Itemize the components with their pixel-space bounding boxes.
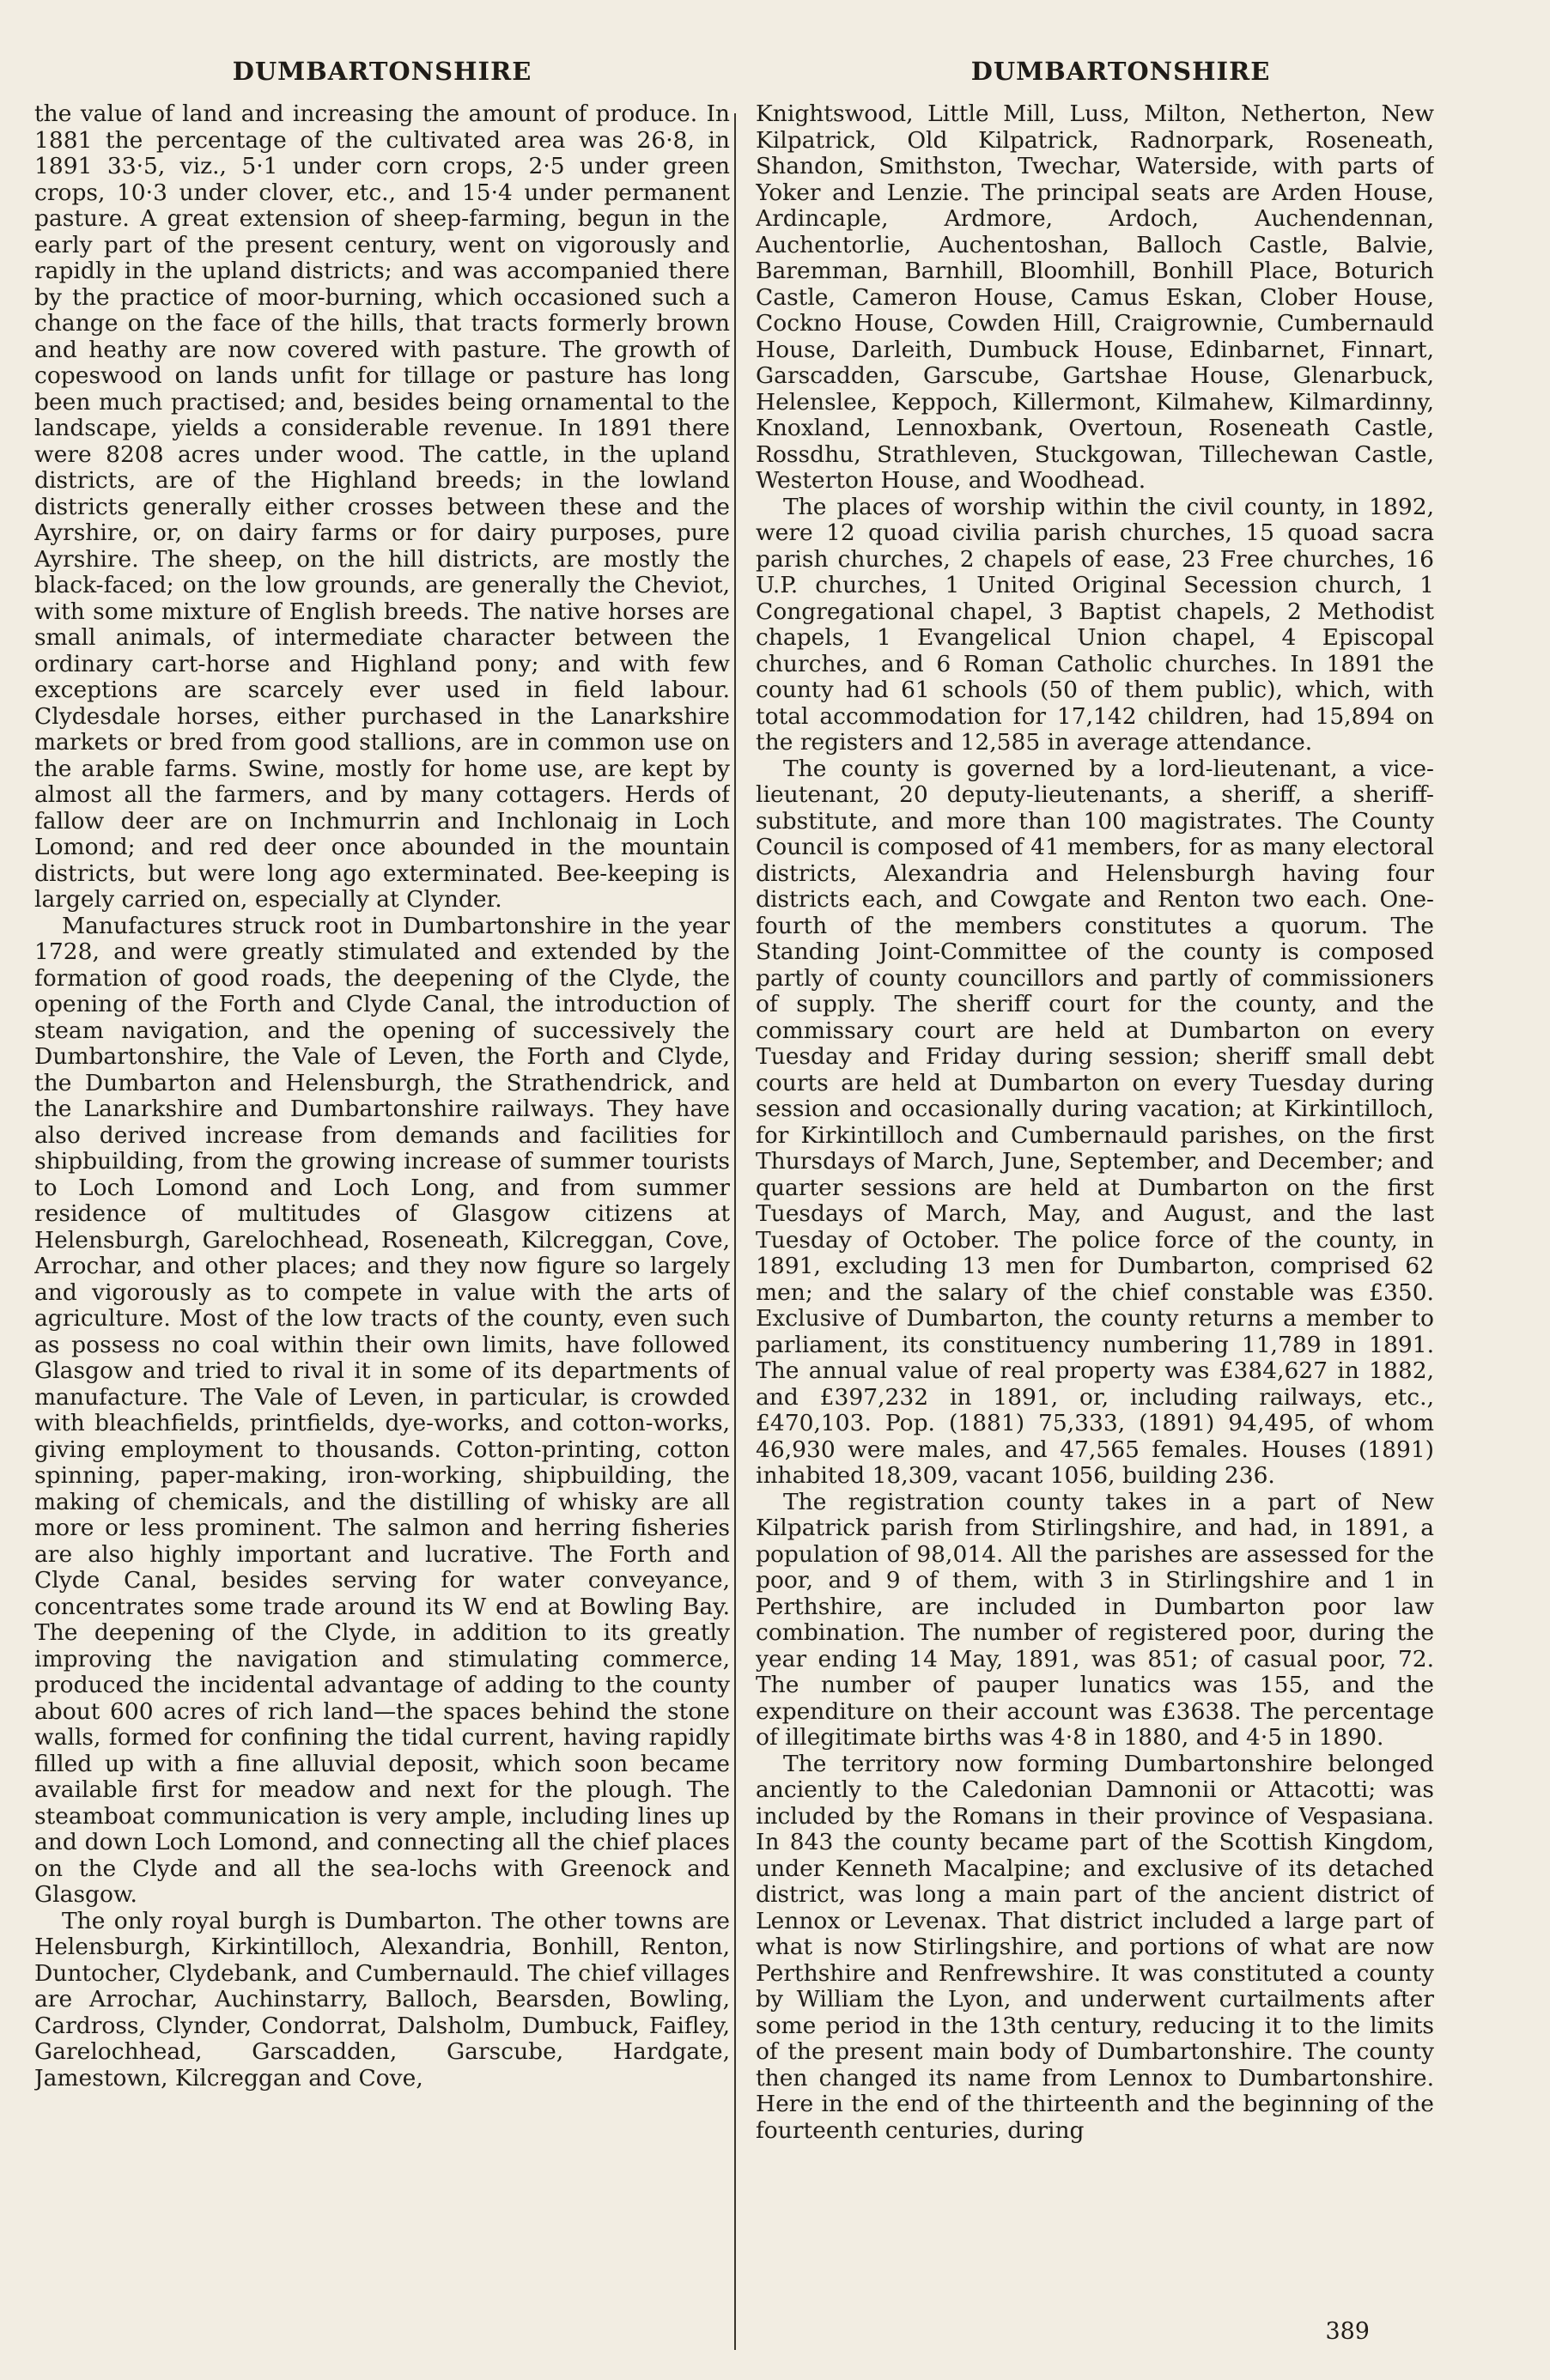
paragraph-seats: Knightswood, Little Mill, Luss, Milton, Netherton, New Kilpatrick, Old Kilpatrick, Radnorpark, Roseneath, Shandon, Smithston, Twechar, Waterside, with parts of Yoker and Lenzie. The principal seats are Arden House, Ardincaple, Ardmore, Ardoch, Auchendennan, Auchentorlie, Auchentoshan, Balloch Castle, Balvie, Baremman, Barnhill, Bloomhill, Bonhill Place, Boturich Castle, Cameron House, Camus Eskan, Clober House, Cockno House, Cowden Hill, Craigrownie, Cumbernauld House, Darleith, Dumbuck House, Edinbarnet, Finnart, Garscadden, Garscube, Gartshae House, Glenarbuck, Helenslee, Keppoch, Killermont, Kilmahew, Kilmardinny, Knoxland, Lennoxbank, Overtoun, Roseneath Castle, Rossdhu, Strathleven, Stuckgowan, Tillechewan Castle, Westerton House, and Woodhead. [756,101,1434,494]
page-number: 389 [1325,2318,1370,2345]
paragraph-registration: The registration county takes in a part of New Kilpatrick parish from Stirlingshire, and had, in 1891, a population of 98,014. All the parishes are assessed for the poor, and 9 of them, with 3 in Stirlingshire and 1 in Perthshire, are included in Dumbarton poor law combination. The number of registered poor, during the year ending 14 May, 1891, was 851; of casual poor, 72. The number of pauper lunatics was 155, and the expenditure on their account was £3638. The percentage of illegitimate births was 4·8 in 1880, and 4·5 in 1890. [756,1488,1434,1751]
paragraph-towns: The only royal burgh is Dumbarton. The other towns are Helensburgh, Kirkintilloch, Alexandria, Bonhill, Renton, Duntocher, Clydebank, and Cumbernauld. The chief villages are Arrochar, Auchinstarry, Balloch, Bearsden, Bowling, Cardross, Clynder, Condorrat, Dalsholm, Dumbuck, Faifley, Garelochhead, Garscadden, Garscube, Hardgate, Jamestown, Kilcreggan and Cove, [34,1907,730,2092]
running-header-right: DUMBARTONSHIRE [970,57,1271,86]
right-column [756,101,1434,2346]
column-divider [734,113,736,2350]
paragraph-agriculture: the value of land and increasing the amount of produce. In 1881 the percentage of the cultivated area was 26·8, in 1891 33·5, viz., 5·1 under corn crops, 2·5 under green crops, 10·3 under clover, etc., and 15·4 under permanent pasture. A great extension of sheep-farming, begun in the early part of the present century, went on vigorously and rapidly in the upland districts; and was accompanied there by the practice of moor-burning, which occasioned such a change on the face of the hills, that tracts formerly brown and heathy are now covered with pasture. The growth of copeswood on lands unfit for tillage or pasture has long been much practised; and, besides being ornamental to the landscape, yields a considerable revenue. In 1891 there were 8208 acres under wood. The cattle, in the upland districts, are of the Highland breeds; in the lowland districts generally either crosses between these and the Ayrshire, or, on dairy farms or for dairy purposes, pure Ayrshire. The sheep, on the hill districts, are mostly the black-faced; on the low grounds, are generally the Cheviot, with some mixture of English breeds. The native horses are small animals, of intermediate character between the ordinary cart-horse and Highland pony; and with few exceptions are scarcely ever used in field labour. Clydesdale horses, either purchased in the Lanarkshire markets or bred from good stallions, are in common use on the arable farms. Swine, mostly for home use, are kept by almost all the farmers, and by many cottagers. Herds of fallow deer are on Inchmurrin and Inchlonaig in Loch Lomond; and red deer once abounded in the mountain districts, but were long ago exterminated. Bee-keeping is largely carried on, especially at Clynder. [34,101,730,913]
running-header-left: DUMBARTONSHIRE [232,57,532,86]
paragraph-worship: The places of worship within the civil county, in 1892, were 12 quoad civilia parish churches, 15 quoad sacra parish churches, 2 chapels of ease, 23 Free churches, 16 U.P. churches, 1 United Original Secession church, 1 Congregational chapel, 3 Baptist chapels, 2 Methodist chapels, 1 Evangelical Union chapel, 4 Episcopal churches, and 6 Roman Catholic churches. In 1891 the county had 61 schools (50 of them public), which, with total accommodation for 17,142 children, had 15,894 on the registers and 12,585 in average attendance. [756,493,1434,756]
paragraph-manufactures: Manufactures struck root in Dumbartonshire in the year 1728, and were greatly stimulated and extended by the formation of good roads, the deepening of the Clyde, the opening of the Forth and Clyde Canal, the introduction of steam navigation, and the opening of successively the Dumbartonshire, the Vale of Leven, the Forth and Clyde, the Dumbarton and Helensburgh, the Strathendrick, and the Lanarkshire and Dumbartonshire railways. They have also derived increase from demands and facilities for shipbuilding, from the growing increase of summer tourists to Loch Lomond and Loch Long, and from summer residence of multitudes of Glasgow citizens at Helensburgh, Garelochhead, Roseneath, Kilcreggan, Cove, Arrochar, and other places; and they now figure so largely and vigorously as to compete in value with the arts of agriculture. Most of the low tracts of the county, even such as possess no coal within their own limits, have followed Glasgow and tried to rival it in some of its departments of manufacture. The Vale of Leven, in particular, is crowded with bleachfields, printfields, dye-works, and cotton-works, giving employment to thousands. Cotton-printing, cotton spinning, paper-making, iron-working, shipbuilding, the making of chemicals, and the distilling of whisky are all more or less prominent. The salmon and herring fisheries are also highly important and lucrative. The Forth and Clyde Canal, besides serving for water conveyance, concentrates some trade around its W end at Bowling Bay. The deepening of the Clyde, in addition to its greatly improving the navigation and stimulating commerce, produced the incidental advantage of adding to the county about 600 acres of rich land—the spaces behind the stone walls, formed for confining the tidal current, having rapidly filled up with a fine alluvial deposit, which soon became available first for meadow and next for the plough. The steamboat communication is very ample, including lines up and down Loch Lomond, and connecting all the chief places on the Clyde and all the sea-lochs with Greenock and Glasgow. [34,912,730,1908]
paragraph-history: The territory now forming Dumbartonshire belonged anciently to the Caledonian Damnonii or Attacotti; was included by the Romans in their province of Vespasiana. In 843 the county became part of the Scottish Kingdom, under Kenneth Macalpine; and exclusive of its detached district, was long a main part of the ancient district of Lennox or Levenax. That district included a large part of what is now Stirlingshire, and portions of what are now Perthshire and Renfrewshire. It was constituted a county by William the Lyon, and underwent curtailments after some period in the 13th century, reducing it to the limits of the present main body of Dumbartonshire. The county then changed its name from Lennox to Dumbartonshire. Here in the end of the thirteenth and the beginning of the fourteenth centuries, during [756,1750,1434,2144]
left-column [34,101,730,2346]
paragraph-government: The county is governed by a lord-lieutenant, a vice-lieutenant, 20 deputy-lieutenants, a sheriff, a sheriff-substitute, and more than 100 magistrates. The County Council is composed of 41 members, for as many electoral districts, Alexandria and Helensburgh having four districts each, and Cowgate and Renton two each. One-fourth of the members constitutes a quorum. The Standing Joint-Committee of the county is composed partly of county councillors and partly of commissioners of supply. The sheriff court for the county, and the commissary court are held at Dumbarton on every Tuesday and Friday during session; sheriff small debt courts are held at Dumbarton on every Tuesday during session and occasionally during vacation; at Kirkintilloch, for Kirkintilloch and Cumbernauld parishes, on the first Thursdays of March, June, September, and December; and quarter sessions are held at Dumbarton on the first Tuesdays of March, May, and August, and the last Tuesday of October. The police force of the county, in 1891, excluding 13 men for Dumbarton, comprised 62 men; and the salary of the chief constable was £350. Exclusive of Dumbarton, the county returns a member to parliament, its constituency numbering 11,789 in 1891. The annual value of real property was £384,627 in 1882, and £397,232 in 1891, or, including railways, etc., £470,103. Pop. (1881) 75,333, (1891) 94,495, of whom 46,930 were males, and 47,565 females. Houses (1891) inhabited 18,309, vacant 1056, building 236. [756,755,1434,1489]
